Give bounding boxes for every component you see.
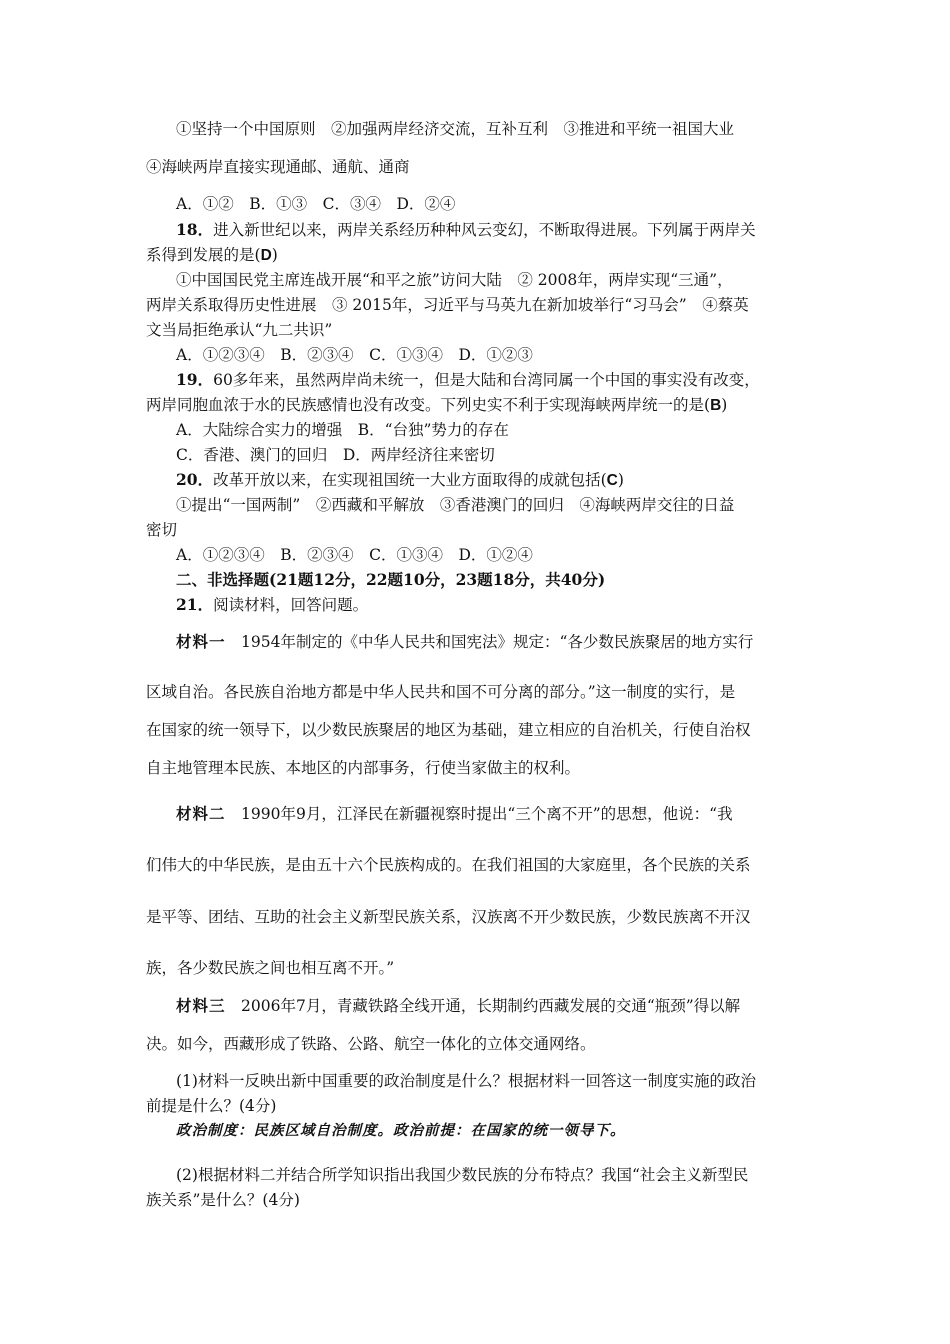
material-2-line2: 们伟大的中华民族，是由五十六个民族构成的。在我们祖国的大家庭里，各个民族的关系: [146, 856, 751, 874]
q19-answer: B: [710, 397, 722, 414]
material-3-label: 材料三: [176, 996, 226, 1015]
material-3-line1: [176, 997, 820, 1016]
q18-stem-text: 进入新世纪以来，两岸关系经历种种风云变幻，不断取得进展。下列属于两岸关: [213, 221, 756, 239]
q18-option-line1: ①中国国民党主席连战开展“和平之旅”访问大陆 ② 2008年，两岸实现“三通”，: [176, 271, 733, 289]
material-3-line2: 决。如今，西藏形成了铁路、公路、航空一体化的立体交通网络。: [146, 1035, 596, 1053]
material-3-text1: 2006年7月，青藏铁路全线开通，长期制约西藏发展的交通“瓶颈”得以解: [225, 997, 741, 1015]
q19-stem-line2: [146, 396, 820, 416]
q21-stem: [176, 596, 820, 615]
q21-sub1-line2: 前提是什么？(4分): [146, 1097, 277, 1115]
q18-stem-line1: [176, 221, 820, 240]
q21-sub2-line1: (2)根据材料二并结合所学知识指出我国少数民族的分布特点？我国“社会主义新型民: [176, 1166, 749, 1184]
q20-stem: [176, 471, 820, 491]
material-2-line4: 族，各少数民族之间也相互离不开。”: [146, 959, 395, 977]
q18-choices: A．①②③④ B．②③④ C．①③④ D．①②③: [176, 346, 533, 364]
q19-stem-text2: 两岸同胞血浓于水的民族感情也没有改变。下列史实不利于实现海峡两岸统一的是(: [146, 396, 711, 414]
q20-option-line1: ①提出“一国两制” ②西藏和平解放 ③香港澳门的回归 ④海峡两岸交往的日益: [176, 496, 735, 514]
q19-number: 19．: [176, 370, 214, 389]
q18-stem-line2: [146, 246, 820, 266]
q17-options-line1: ①坚持一个中国原则 ②加强两岸经济交流，互补互利 ③推进和平统一祖国大业: [176, 120, 735, 138]
q17-choices: A．①② B．①③ C．③④ D．②④: [176, 195, 456, 213]
material-2-label: 材料二: [176, 804, 226, 823]
q18-answer: D: [260, 247, 272, 264]
material-1-label: 材料一: [176, 632, 226, 651]
material-1-line2: 区域自治。各民族自治地方都是中华人民共和国不可分离的部分。”这一制度的实行，是: [146, 683, 736, 701]
q19-choices-line2: C．香港、澳门的回归 D．两岸经济往来密切: [176, 446, 495, 464]
q20-stem-text: 改革开放以来，在实现祖国统一大业方面取得的成就包括(: [213, 471, 607, 489]
q19-choices-line1: A．大陆综合实力的增强 B．“台独”势力的存在: [176, 421, 509, 439]
q19-stem-close: ): [721, 396, 728, 414]
q18-number: 18．: [176, 220, 214, 239]
q18-option-line2: 两岸关系取得历史性进展 ③ 2015年，习近平与马英九在新加坡举行“习马会” ④蔡英: [146, 296, 749, 314]
q20-stem-close: ): [617, 471, 624, 489]
q18-option-line3: 文当局拒绝承认“九二共识”: [146, 321, 333, 339]
q21-sub1-line1: (1)材料一反映出新中国重要的政治制度是什么？根据材料一回答这一制度实施的政治: [176, 1072, 756, 1090]
q21-sub2-line2: 族关系”是什么？(4分): [146, 1191, 300, 1209]
q19-stem-line1: [176, 371, 820, 390]
material-1-line4: 自主地管理本民族、本地区的内部事务，行使当家做主的权利。: [146, 759, 581, 777]
section-2-title: 二、非选择题(21题12分，22题10分，23题18分，共40分): [176, 570, 606, 589]
material-1-line3: 在国家的统一领导下，以少数民族聚居的地区为基础，建立相应的自治机关，行使自治权: [146, 721, 751, 739]
q18-stem-text2: 系得到发展的是(: [146, 246, 261, 264]
q21-stem-text: 阅读材料，回答问题。: [213, 596, 369, 614]
q21-number: 21．: [176, 595, 214, 614]
q19-stem-text: 60多年来，虽然两岸尚未统一，但是大陆和台湾同属一个中国的事实没有改变，: [213, 371, 760, 389]
material-2-text1: 1990年9月，江泽民在新疆视察时提出“三个离不开”的思想，他说：“我: [225, 805, 733, 823]
q21-sub1-answer: 政治制度：民族区域自治制度。政治前提：在国家的统一领导下。: [176, 1122, 626, 1139]
q20-option-line2: 密切: [146, 521, 178, 539]
q20-choices: A．①②③④ B．②③④ C．①③④ D．①②④: [176, 546, 533, 564]
material-2-line3: 是平等、团结、互助的社会主义新型民族关系，汉族离不开少数民族，少数民族离不开汉: [146, 908, 751, 926]
material-1-line1: [176, 633, 820, 652]
q18-stem-close: ): [271, 246, 278, 264]
material-2-line1: [176, 805, 820, 824]
q17-options-line2: ④海峡两岸直接实现通邮、通航、通商: [146, 158, 410, 176]
q20-answer: C: [606, 472, 618, 489]
q20-number: 20．: [176, 470, 214, 489]
material-1-text1: 1954年制定的《中华人民共和国宪法》规定：“各少数民族聚居的地方实行: [225, 633, 754, 651]
